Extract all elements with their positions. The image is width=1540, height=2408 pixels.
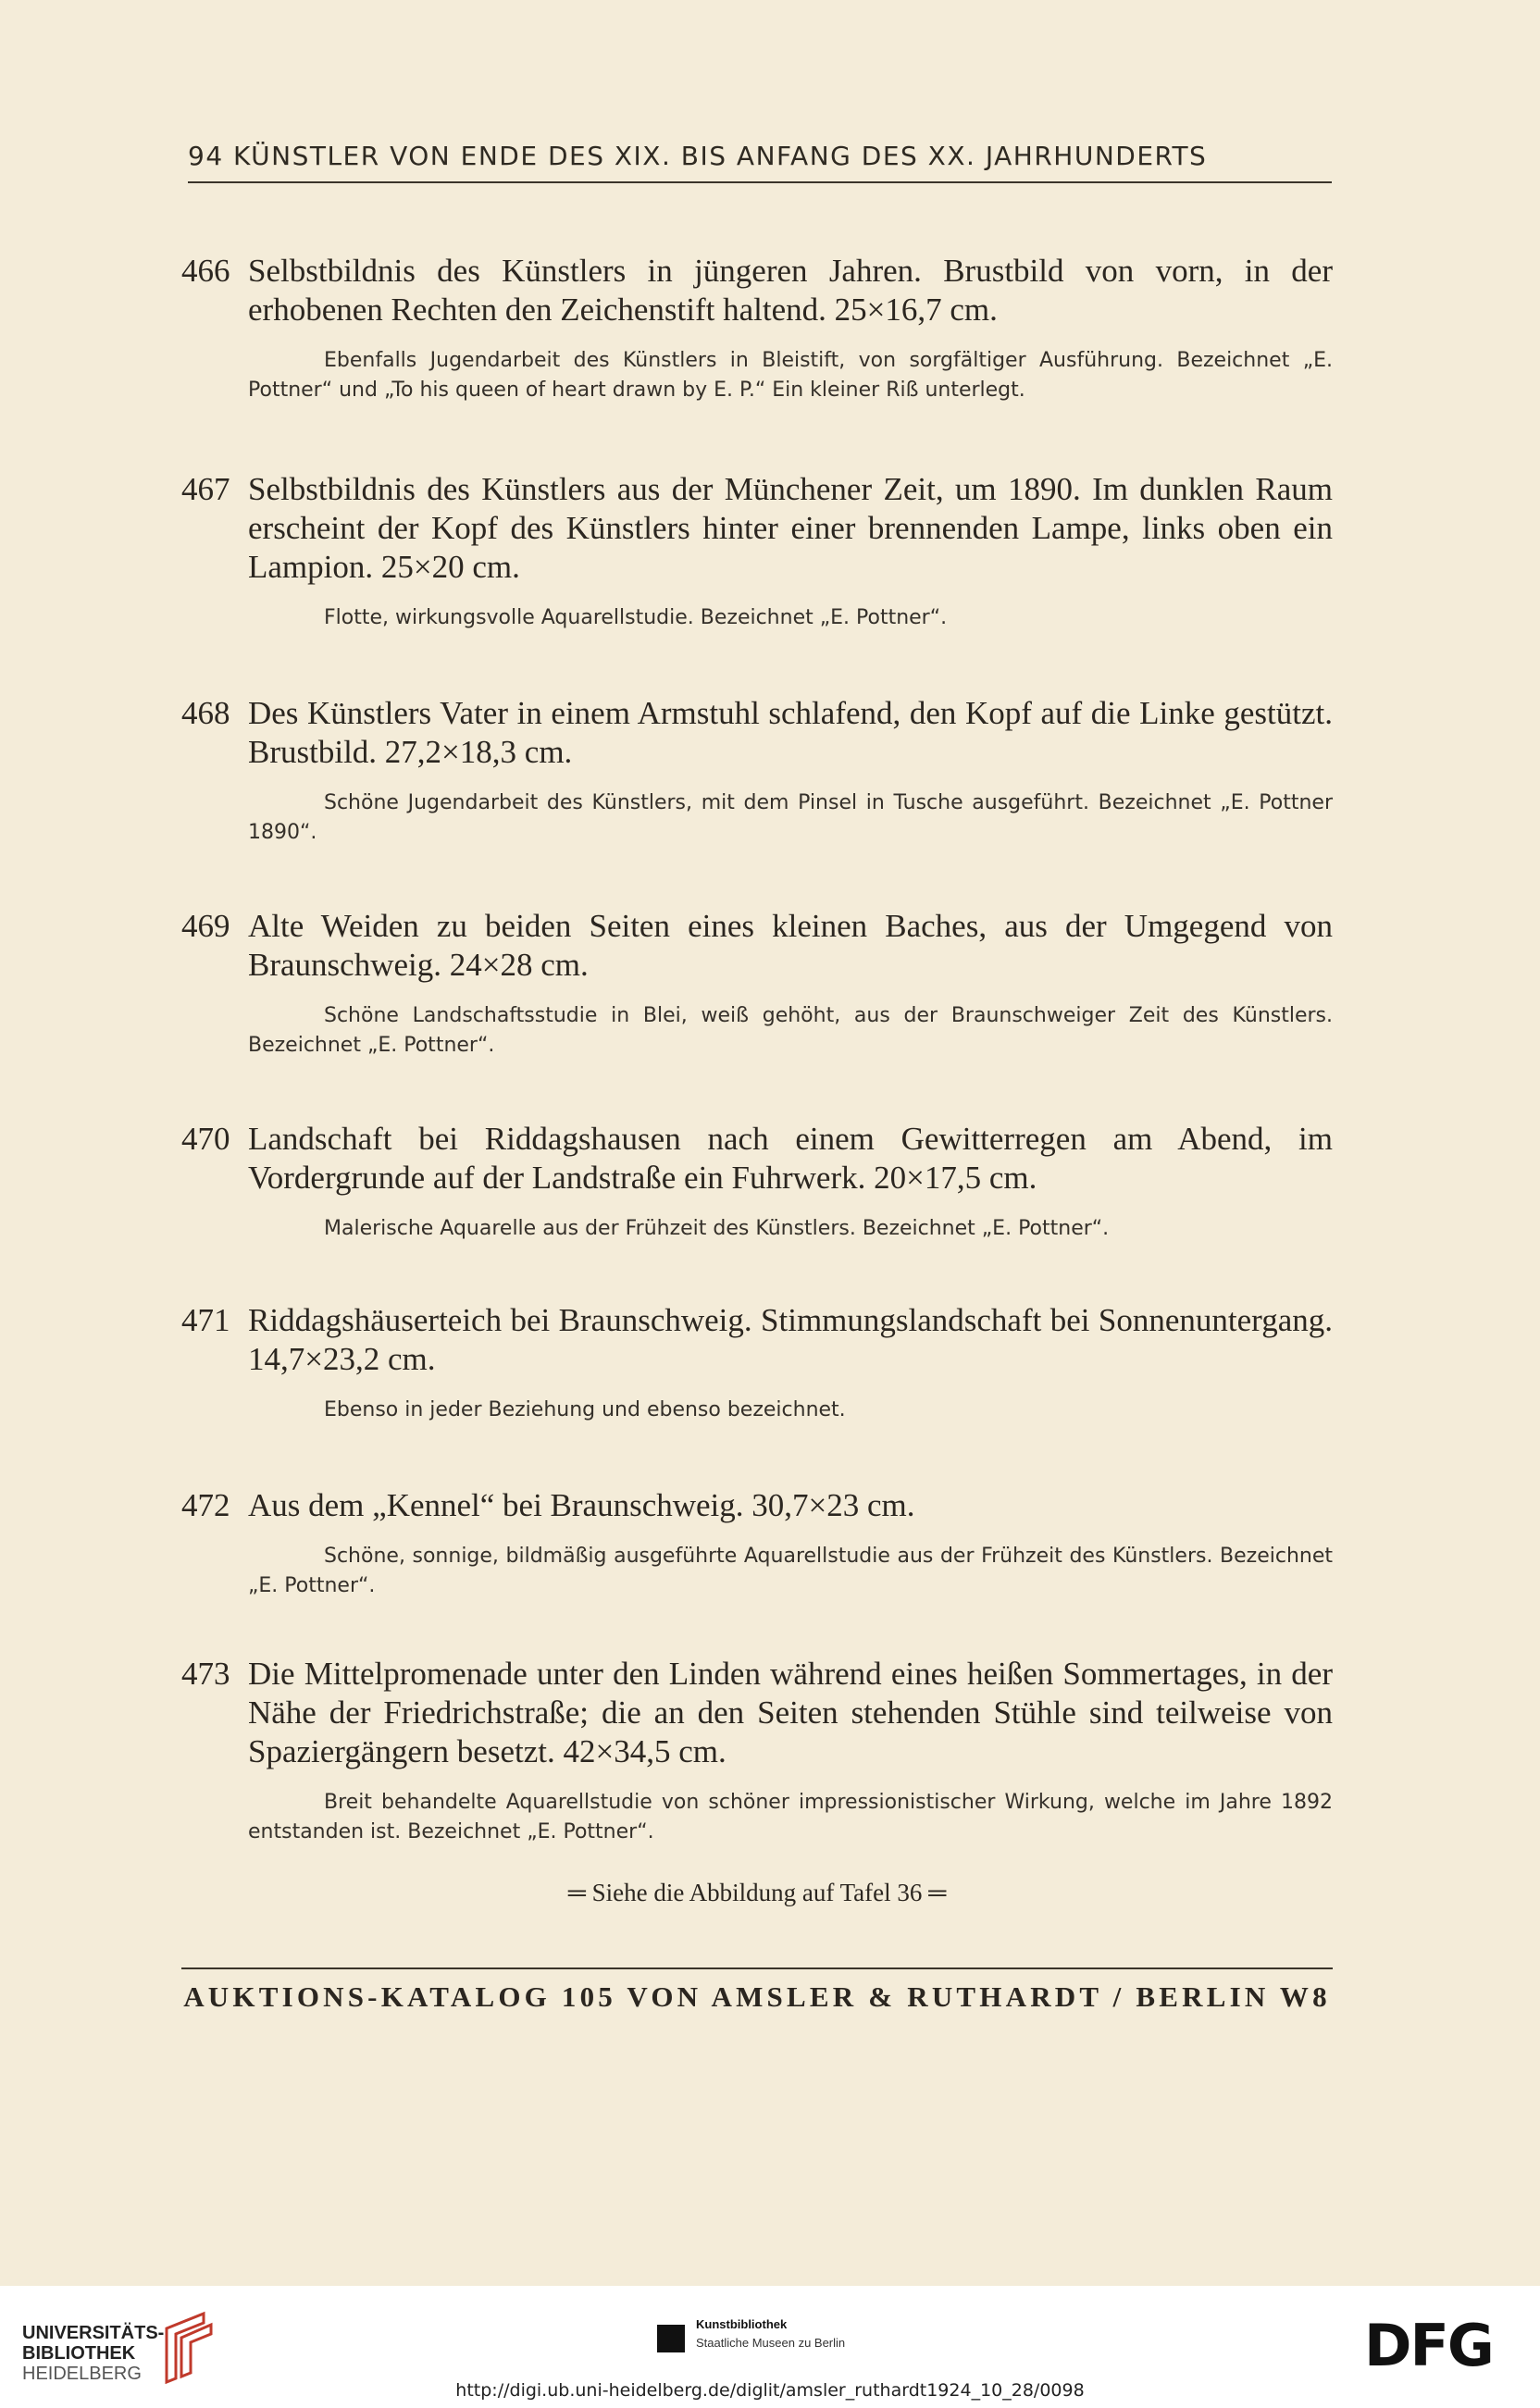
entry-title: Selbstbildnis des Künstlers aus der Münchener Zeit, um 1890. Im dunklen Raum erscheint der Kopf des Künstlers hinter einer brennenden Lampe, links oben ein Lampion. 25×20 cm. xyxy=(248,471,1333,585)
entry-note: Ebenso in jeder Beziehung und ebenso bezeichnet. xyxy=(324,1398,846,1421)
ub-line-3: HEIDELBERG xyxy=(22,2364,142,2384)
entry-number: 471 xyxy=(181,1302,230,1338)
entry-note: Flotte, wirkungsvolle Aquarellstudie. Bezeichnet „E. Pottner“. xyxy=(324,606,948,629)
catalog-entry-468 xyxy=(181,694,1333,848)
entry-number: 466 xyxy=(181,253,230,289)
entry-note: Schöne Jugendarbeit des Künstlers, mit dem Pinsel in Tusche ausgeführt. Bezeichnet „E. Pottner 1890“. xyxy=(248,791,1333,844)
ub-emblem-icon xyxy=(154,2310,218,2384)
entry-title: Selbstbildnis des Künstlers in jüngeren Jahren. Brustbild von vorn, in der erhobenen Rechten den Zeichenstift haltend. 25×16,7 cm. xyxy=(248,253,1333,328)
catalog-entry-473 xyxy=(181,1655,1333,1847)
catalog-entry-471 xyxy=(181,1301,1333,1425)
catalog-entry-466 xyxy=(181,252,1333,405)
plate-reference: ═ Siehe die Abbildung auf Tafel 36 ═ xyxy=(567,1879,947,1906)
entry-title: Riddagshäuserteich bei Braunschweig. Stimmungslandschaft bei Sonnenuntergang. 14,7×23,2 cm. xyxy=(248,1302,1333,1377)
ub-line-2: BIBLIOTHEK xyxy=(22,2343,136,2364)
entry-number: 472 xyxy=(181,1487,230,1523)
heidelberg-library-logo[interactable] xyxy=(22,2323,164,2384)
entry-note: Ebenfalls Jugendarbeit des Künstlers in Bleistift, von sorgfältiger Ausführung. Bezeichnet „E. Pottner“ und „To his queen of heart drawn by E. P.“ Ein kleiner Riß unterlegt. xyxy=(248,349,1333,402)
entry-title: Aus dem „Kennel“ bei Braunschweig. 30,7×23 cm. xyxy=(248,1487,915,1523)
catalog-entry-467 xyxy=(181,470,1333,633)
dfg-logo[interactable]: DFG xyxy=(1364,2312,1493,2379)
entry-note: Breit behandelte Aquarellstudie von schöner impressionistischer Wirkung, welche im Jahre 1892 entstanden ist. Bezeichnet „E. Pottner“. xyxy=(248,1791,1333,1843)
catalog-entry-470 xyxy=(181,1120,1333,1244)
entry-title: Des Künstlers Vater in einem Armstuhl schlafend, den Kopf auf die Linke gestützt. Brustbild. 27,2×18,3 cm. xyxy=(248,695,1333,770)
ub-line-1: UNIVERSITÄTS- xyxy=(22,2323,165,2343)
kb-line-2: Staatliche Museen zu Berlin xyxy=(696,2336,846,2350)
entry-note: Malerische Aquarelle aus der Frühzeit des Künstlers. Bezeichnet „E. Pottner“. xyxy=(324,1217,1110,1240)
kb-line-1: Kunstbibliothek xyxy=(696,2317,788,2331)
entry-number: 470 xyxy=(181,1121,230,1157)
entry-title: Alte Weiden zu beiden Seiten eines kleinen Baches, aus der Umgegend von Braunschweig. 24×28 cm. xyxy=(248,908,1333,983)
entry-number: 469 xyxy=(181,908,230,944)
permalink-url[interactable]: http://digi.ub.uni-heidelberg.de/diglit/amsler_ruthardt1924_10_28/0098 xyxy=(455,2380,1085,2401)
running-header: 94 KÜNSTLER VON ENDE DES XIX. BIS ANFANG DES XX. JAHRHUNDERTS xyxy=(188,141,1208,171)
entry-number: 468 xyxy=(181,695,230,731)
entry-number: 473 xyxy=(181,1656,230,1692)
entry-number: 467 xyxy=(181,471,230,507)
catalog-entry-472 xyxy=(181,1486,1333,1601)
catalog-footer: AUKTIONS-KATALOG 105 VON AMSLER & RUTHARDT / BERLIN W8 xyxy=(183,1980,1331,2013)
footer-rule xyxy=(181,1967,1333,1969)
catalog-entry-469 xyxy=(181,907,1333,1061)
entry-note: Schöne, sonnige, bildmäßig ausgeführte Aquarellstudie aus der Frühzeit des Künstlers. Bezeichnet „E. Pottner“. xyxy=(248,1545,1333,1597)
entry-title: Die Mittelpromenade unter den Linden während eines heißen Sommertages, in der Nähe der Friedrichstraße; die an den Seiten stehenden Stühle sind teilweise von Spaziergängern besetzt. 42×34,5 cm. xyxy=(248,1656,1333,1769)
header-rule xyxy=(188,181,1332,183)
entry-title: Landschaft bei Riddagshausen nach einem Gewitterregen am Abend, im Vordergrunde auf der Landstraße ein Fuhrwerk. 20×17,5 cm. xyxy=(248,1121,1333,1196)
entry-note: Schöne Landschaftsstudie in Blei, weiß gehöht, aus der Braunschweiger Zeit des Künstlers. Bezeichnet „E. Pottner“. xyxy=(248,1004,1333,1057)
kunstbibliothek-mark-icon xyxy=(657,2325,685,2352)
